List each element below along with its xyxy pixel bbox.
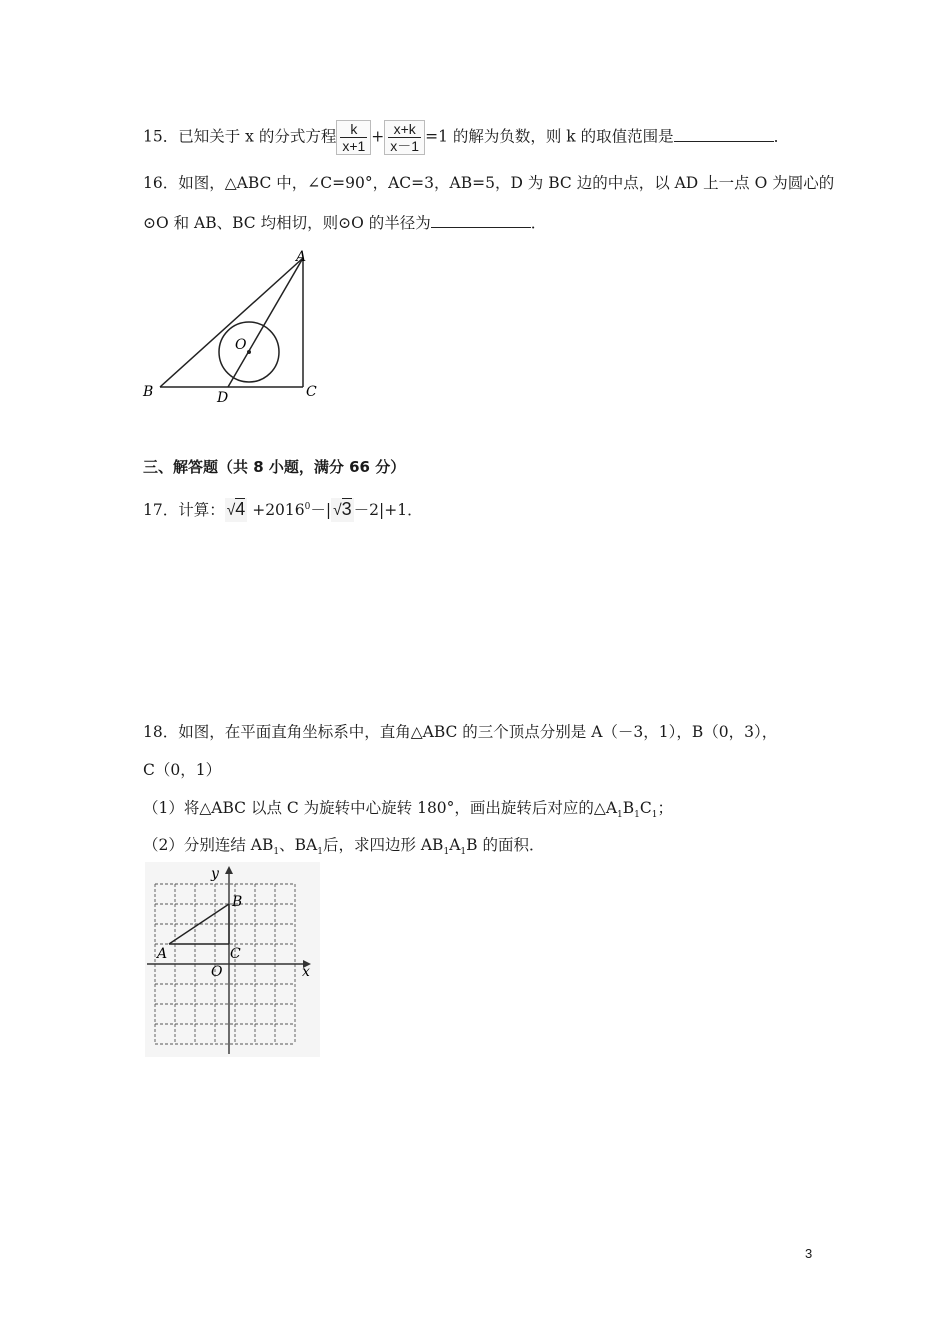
q15-frac2-numerator: x+k (388, 121, 421, 138)
q18-sub: 1 (634, 810, 640, 821)
q18-sub: 1 (443, 847, 450, 858)
q18-line-2: C（0，1） (143, 761, 222, 779)
center-o-dot (247, 350, 251, 354)
label-a: A (296, 249, 307, 265)
q17-sqrt-3-radicand: 3 (341, 499, 352, 520)
q18-part1-text-c: C (639, 799, 652, 817)
q18-part1-text-a: （1）将△ABC 以点 C 为旋转中心旋转 180°，画出旋转后对应的△A (143, 799, 618, 817)
q18-part2-text-b: 、BA (279, 836, 318, 854)
q15-fraction-1 (336, 120, 371, 155)
label-y: y (211, 866, 219, 882)
q18-part1-text-b: B (622, 799, 635, 817)
q16-line-2-text: ⊙O 和 AB、BC 均相切，则⊙O 的半径为 (143, 214, 431, 232)
label-b: B (232, 894, 243, 910)
q18-part-2 (143, 834, 544, 863)
label-d: D (217, 390, 229, 406)
q17-sqrt-3: √3 (331, 498, 354, 522)
q15-end: ． (773, 127, 790, 146)
q15-answer-blank (674, 125, 774, 142)
q18-coordinate-grid-figure (145, 862, 320, 1057)
q18-sub: 1 (651, 810, 658, 821)
q15-fraction-2 (384, 120, 425, 155)
q18-part1-text-d: ； (657, 799, 674, 817)
q17-abs-tail: －2|+1． (353, 501, 423, 520)
q17-plus-year: +2016 (252, 501, 305, 520)
q18-part2-text-c: 后，求四边形 AB (322, 836, 444, 854)
q15-prefix: 15．已知关于 x 的分式方程 (143, 127, 337, 146)
q16-triangle-figure (138, 246, 328, 406)
label-x: x (302, 964, 310, 980)
q17-sqrt-4-radicand: 4 (235, 499, 246, 520)
side-ab (160, 258, 303, 387)
question-17 (143, 496, 423, 522)
q15-frac2-denominator: x－1 (390, 138, 420, 154)
label-a: A (157, 946, 168, 962)
label-o: O (235, 337, 247, 353)
q18-sub: 1 (460, 847, 467, 858)
q16-line-2 (143, 211, 546, 234)
q18-sub: 1 (317, 847, 323, 858)
q16-line-1: 16．如图，△ABC 中，∠C=90°，AC=3，AB=5，D 为 BC 边的中点，以 AD 上一点 O 为圆心的 (143, 174, 835, 192)
q15-frac1-denominator: x+1 (342, 138, 366, 154)
segment-ad (228, 258, 303, 387)
q18-part2-text-e: B 的面积． (466, 836, 545, 854)
section-3-heading: 三、解答题（共 8 小题，满分 66 分） (143, 458, 406, 476)
q17-sqrt-4: √4 (225, 498, 248, 522)
q18-part2-text-a: （2）分别连结 AB (143, 836, 274, 854)
page-number: 3 (805, 1246, 813, 1261)
question-15 (143, 120, 789, 155)
q18-line-1: 18．如图，在平面直角坐标系中，直角△ABC 的三个顶点分别是 A（－3，1），B（0，3）， (143, 723, 778, 741)
label-c: C (306, 384, 317, 400)
q17-minus-abs-open: －| (310, 501, 332, 520)
q18-part2-text-d: A (449, 836, 461, 854)
q15-frac1-numerator: k (340, 121, 367, 138)
label-b: B (143, 384, 154, 400)
q16-end: ． (530, 214, 547, 232)
q17-prefix: 17．计算： (143, 501, 225, 520)
label-c: C (230, 946, 241, 962)
q15-plus: + (371, 127, 385, 146)
q15-suffix: =1 的解为负数，则 k 的取值范围是 (425, 127, 674, 146)
q18-sub: 1 (617, 810, 623, 821)
q17-exponent: 0 (304, 502, 311, 512)
q18-sub: 1 (273, 847, 280, 858)
q18-part-1 (143, 797, 673, 826)
q16-answer-blank (431, 211, 531, 228)
label-o: O (211, 964, 223, 980)
